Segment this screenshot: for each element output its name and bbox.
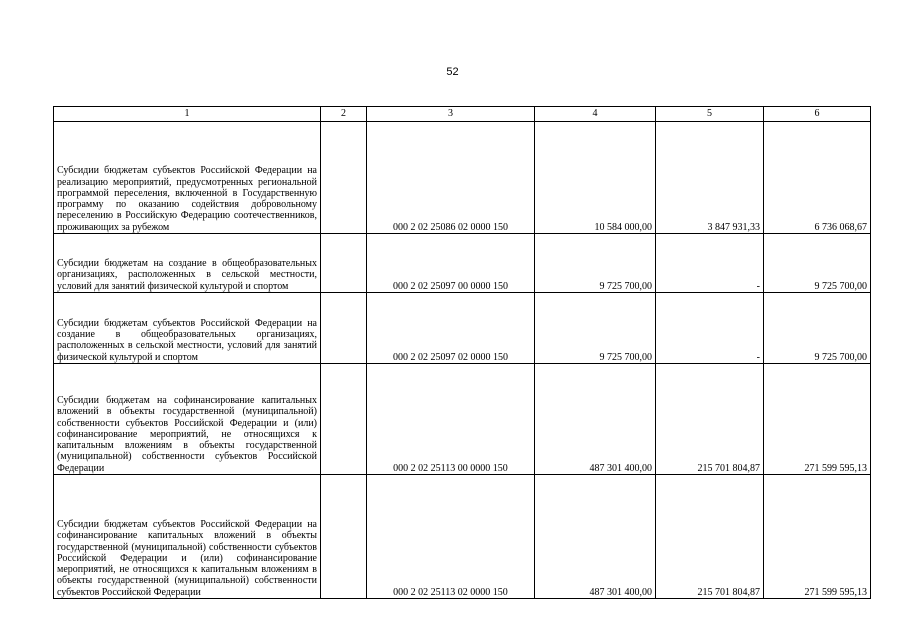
- row-col6-amount: 271 599 595,13: [764, 475, 871, 599]
- column-header-4: 4: [535, 107, 656, 122]
- row-budget-code: 000 2 02 25097 00 0000 150: [367, 234, 535, 293]
- table-row: [54, 364, 871, 475]
- row-col5-amount: -: [656, 234, 764, 293]
- table-row: [54, 293, 871, 364]
- row-col4-amount: 9 725 700,00: [535, 234, 656, 293]
- row-col2: [321, 364, 367, 475]
- row-col2: [321, 475, 367, 599]
- row-col4-amount: 487 301 400,00: [535, 364, 656, 475]
- row-description: Субсидии бюджетам субъектов Российской Федерации на создание в общеобразовательных организациях, расположенных в сельской местности, условий для занятий физической культурой и спортом: [54, 293, 321, 364]
- row-description: Субсидии бюджетам субъектов Российской Федерации на реализацию мероприятий, предусмотренных региональной программой переселения, включенной в Государственную программу по оказанию содействия добровольному переселению в Российскую Федерацию соотечественников, проживающих за рубежом: [54, 122, 321, 234]
- column-header-3: 3: [367, 107, 535, 122]
- table-row: [54, 122, 871, 234]
- row-col6-amount: 6 736 068,67: [764, 122, 871, 234]
- row-col6-amount: 9 725 700,00: [764, 234, 871, 293]
- table-row: [54, 234, 871, 293]
- row-col4-amount: 487 301 400,00: [535, 475, 656, 599]
- row-description: Субсидии бюджетам субъектов Российской Федерации на софинансирование капитальных вложений в объекты государственной (муниципальной) собственности субъектов Российской Федерации и (или) софинансирование мероприятий, не относящихся к капитальным вложениям в объекты государственной (муниципальной) собственности субъектов Российской Федерации: [54, 475, 321, 599]
- column-header-6: 6: [764, 107, 871, 122]
- row-col5-amount: 3 847 931,33: [656, 122, 764, 234]
- row-col4-amount: 9 725 700,00: [535, 293, 656, 364]
- row-col5-amount: -: [656, 293, 764, 364]
- row-budget-code: 000 2 02 25086 02 0000 150: [367, 122, 535, 234]
- row-col6-amount: 9 725 700,00: [764, 293, 871, 364]
- table-row: [54, 475, 871, 599]
- row-description: Субсидии бюджетам на софинансирование капитальных вложений в объекты государственной (муниципальной) собственности субъектов Российской Федерации и (или) софинансирование мероприятий, не относящихся к капитальным вложениям в объекты государственной (муниципальной) собственности субъектов Российской Федерации: [54, 364, 321, 475]
- row-col2: [321, 122, 367, 234]
- column-header-5: 5: [656, 107, 764, 122]
- row-col2: [321, 293, 367, 364]
- row-description: Субсидии бюджетам на создание в общеобразовательных организациях, расположенных в сельской местности, условий для занятий физической культурой и спортом: [54, 234, 321, 293]
- row-budget-code: 000 2 02 25097 02 0000 150: [367, 293, 535, 364]
- column-header-2: 2: [321, 107, 367, 122]
- column-header-1: 1: [54, 107, 321, 122]
- header-row: [54, 107, 871, 122]
- row-budget-code: 000 2 02 25113 02 0000 150: [367, 475, 535, 599]
- row-col5-amount: 215 701 804,87: [656, 364, 764, 475]
- budget-table: [53, 106, 871, 599]
- row-col2: [321, 234, 367, 293]
- row-col6-amount: 271 599 595,13: [764, 364, 871, 475]
- page-number: 52: [446, 66, 459, 78]
- row-col5-amount: 215 701 804,87: [656, 475, 764, 599]
- row-col4-amount: 10 584 000,00: [535, 122, 656, 234]
- row-budget-code: 000 2 02 25113 00 0000 150: [367, 364, 535, 475]
